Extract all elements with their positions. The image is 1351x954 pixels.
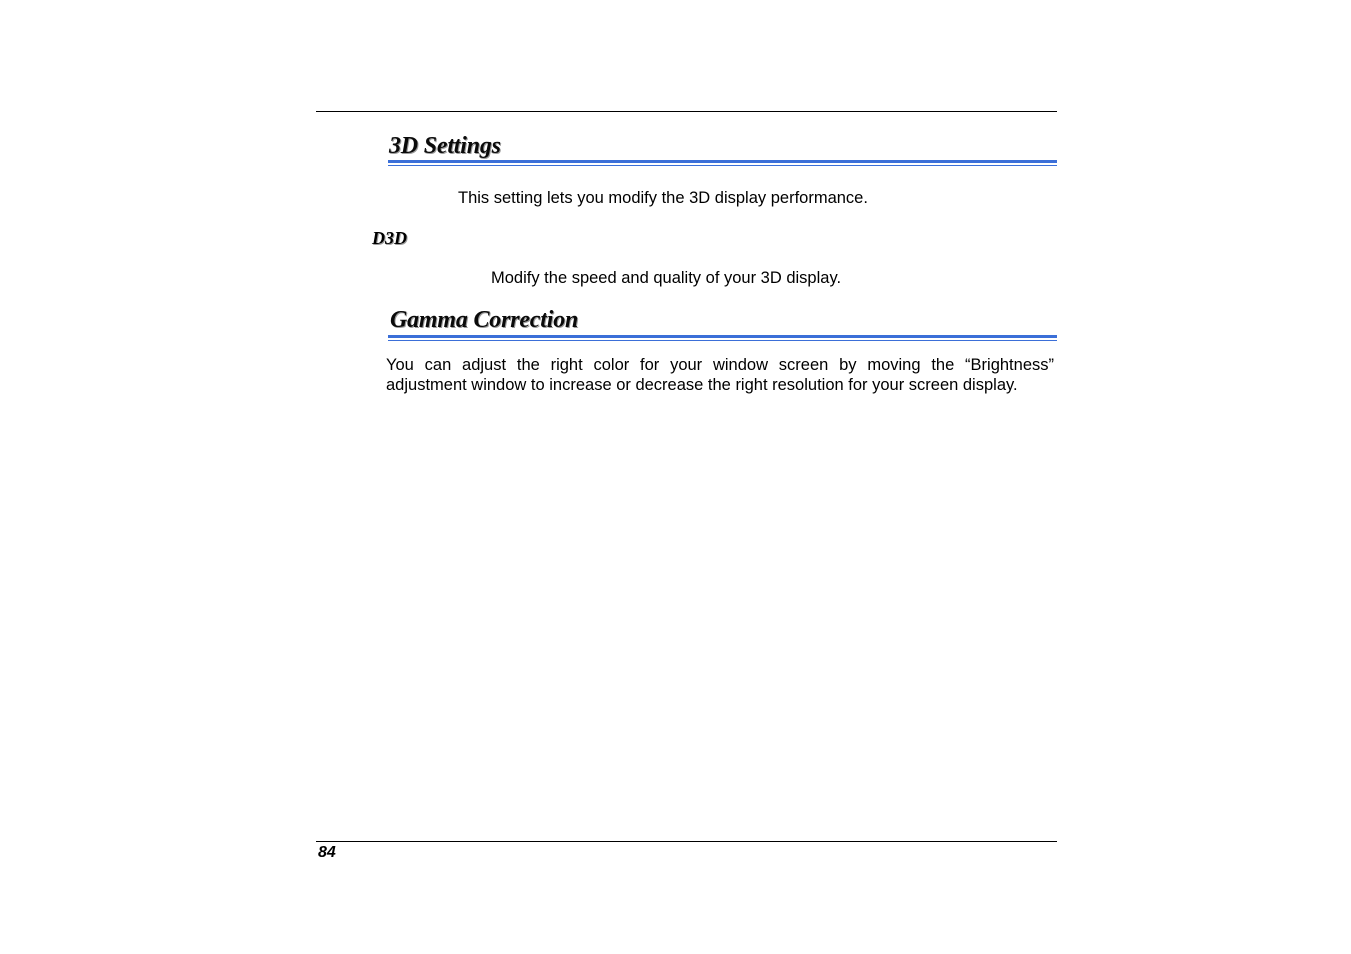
- section-heading-underline-thin: [388, 340, 1057, 341]
- section-heading-gamma-correction: Gamma Correction: [390, 307, 579, 333]
- section-heading-underline: [388, 335, 1057, 338]
- section-intro-text: This setting lets you modify the 3D display performance.: [458, 189, 868, 207]
- header-rule: [316, 111, 1057, 112]
- section-heading-3d-settings: 3D Settings: [389, 133, 501, 159]
- section-heading-underline-thin: [388, 165, 1057, 166]
- gamma-correction-text: You can adjust the right color for your window screen by moving the “Brightness” adjustment window to increase or decrease the right resolution for your screen display.: [386, 356, 1054, 394]
- subsection-text-d3d: Modify the speed and quality of your 3D display.: [491, 269, 842, 287]
- footer-rule: [316, 841, 1057, 842]
- subsection-heading-d3d: D3D: [372, 228, 407, 248]
- page-number: 84: [318, 844, 336, 861]
- section-heading-underline: [388, 160, 1057, 163]
